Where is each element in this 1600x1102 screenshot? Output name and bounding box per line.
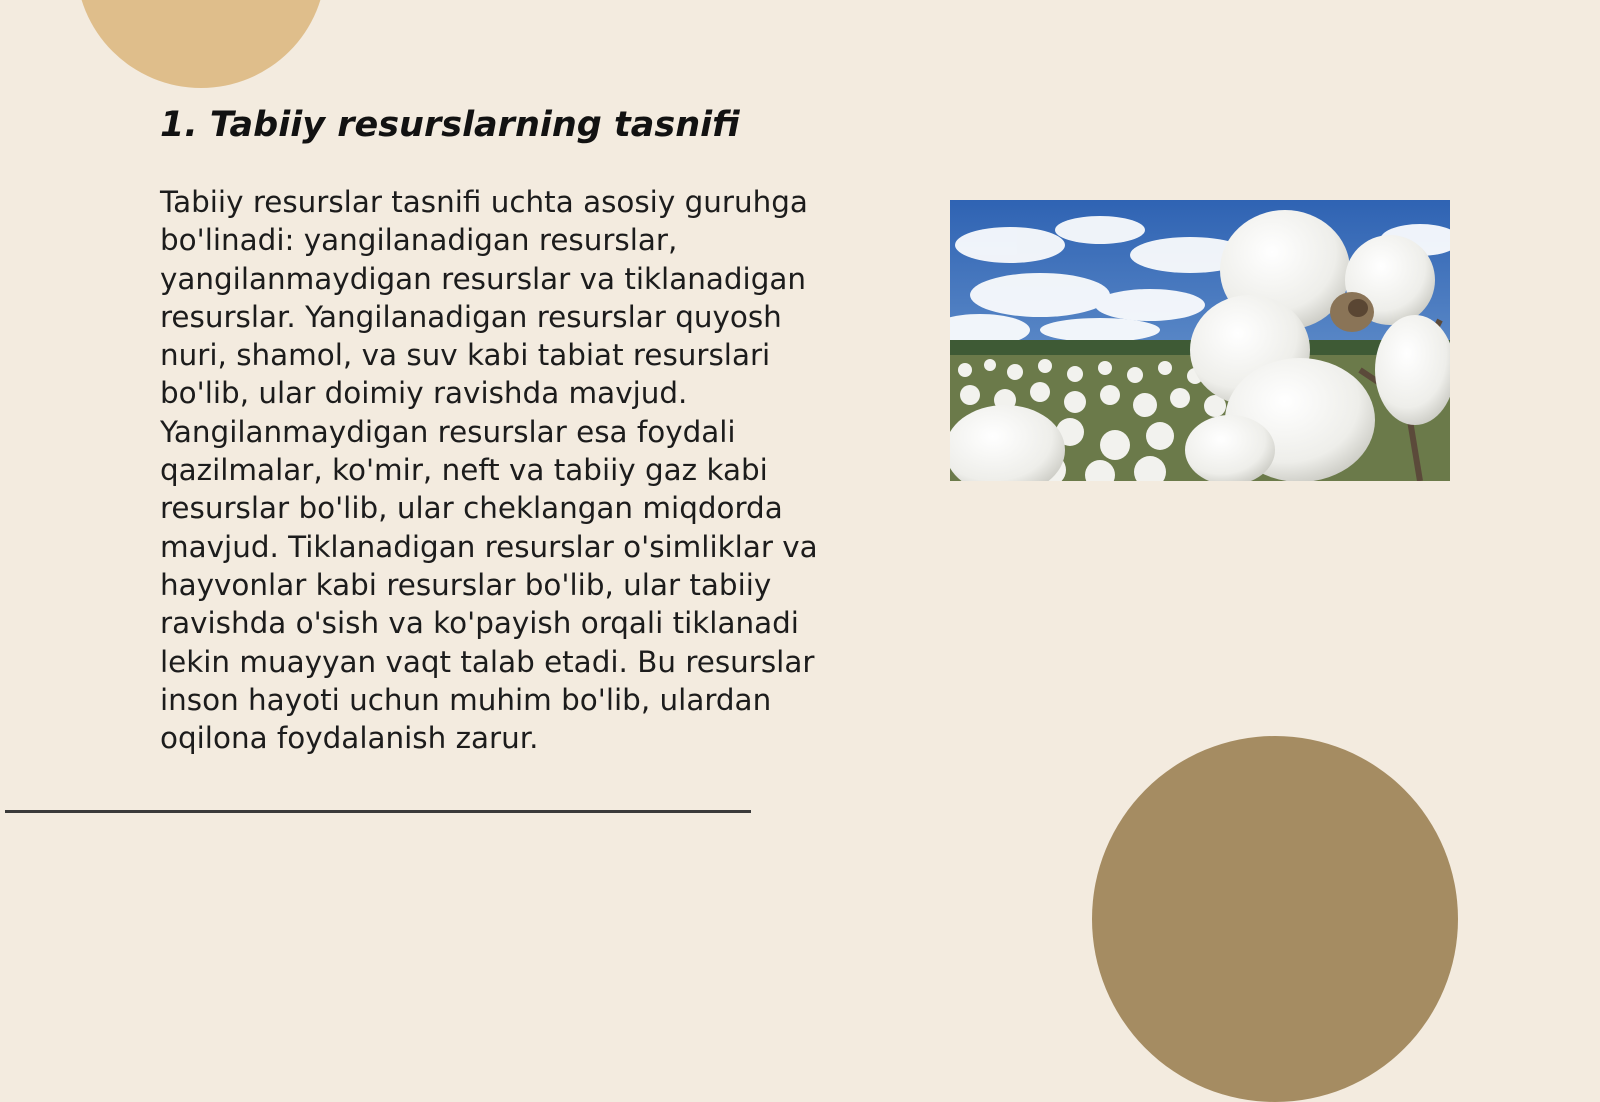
decorative-circle-top	[76, 0, 326, 88]
slide-body-text: Tabiiy resurslar tasnifi uchta asosiy guruhga bo'linadi: yangilanadigan resurslar, yangilanmaydigan resurslar va tiklanadigan resurslar. Yangilanadigan resurslar quyosh nuri, shamol, va suv kabi tabiat resurslari bo'lib, ular doimiy ravishda mavjud. Yangilanmaydigan resurslar esa foydali qazilmalar, ko'mir, neft va tabiiy gaz kabi resurslar bo'lib, ular cheklangan miqdorda mavjud. Tiklanadigan resurslar o'simliklar va hayvonlar kabi resurslar bo'lib, ular tabiiy ravishda o'sish va ko'payish orqali tiklanadi lekin muayyan vaqt talab etadi. Bu resurslar inson hayoti uchun muhim bo'lib, ulardan oqilona foydalanish zarur.	[160, 185, 818, 756]
slide-title: 1. Tabiiy resurslarning tasnifi	[160, 105, 740, 145]
divider-line	[5, 810, 751, 813]
cotton-field-illustration	[950, 200, 1450, 481]
decorative-circle-bottom	[1092, 736, 1458, 1102]
cotton-field-photo	[950, 200, 1450, 481]
